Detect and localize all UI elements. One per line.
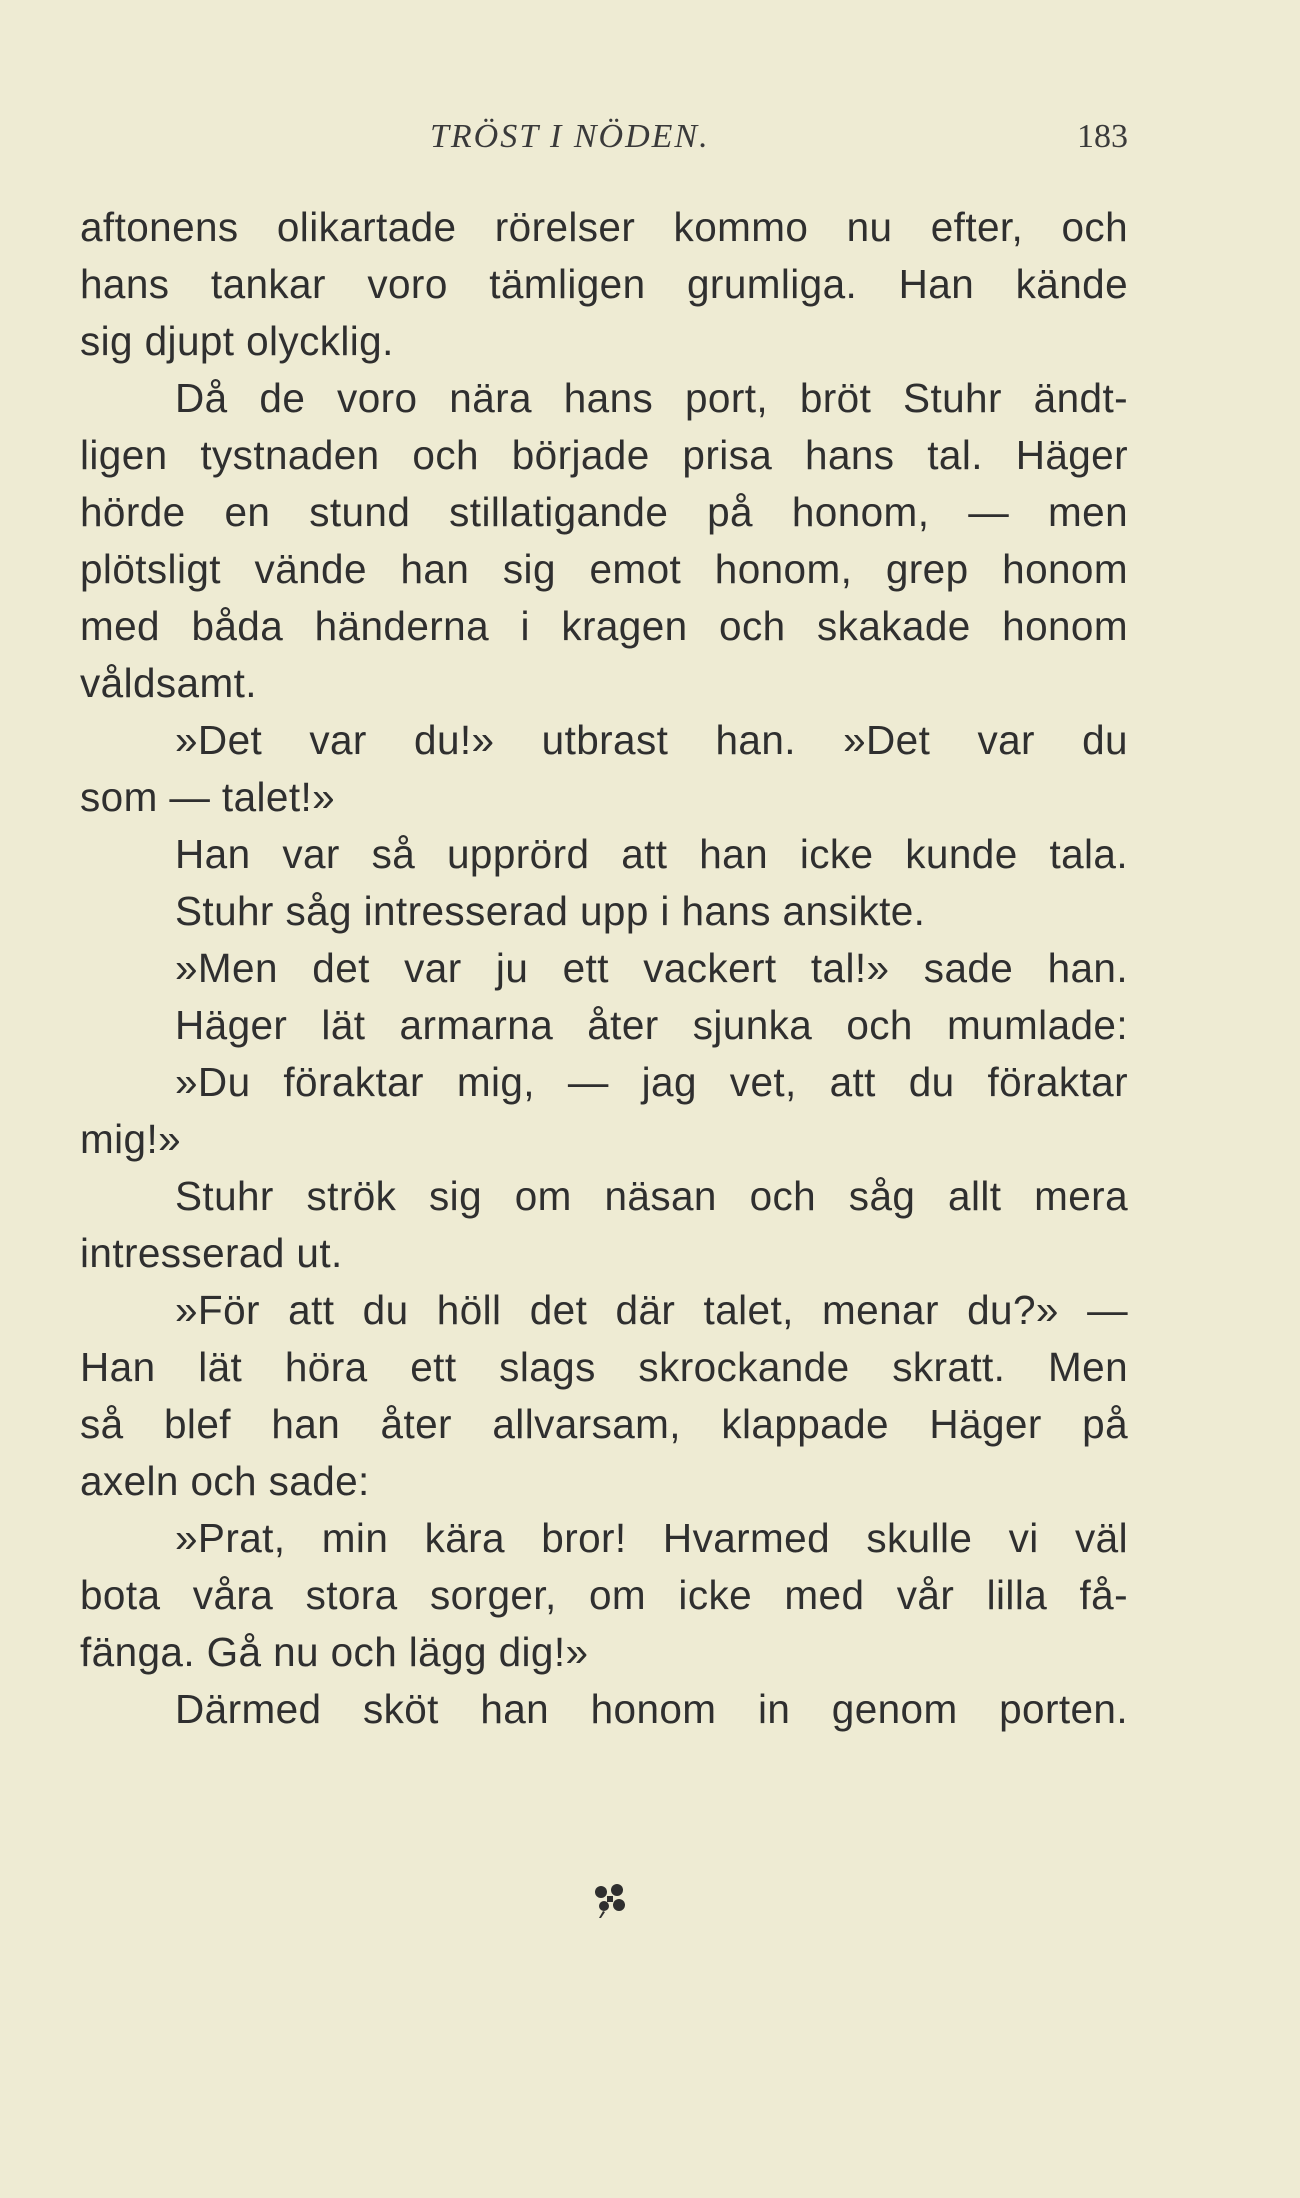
text-line: Stuhr såg intresserad upp i hans ansikte. [175, 888, 926, 934]
text-line: sig djupt olycklig. [80, 318, 394, 364]
text-line: »För att du höll det där talet, menar du?» — [175, 1287, 1128, 1333]
text-line: så blef han åter allvarsam, klappade Häger på [80, 1401, 1128, 1447]
text-line: Han var så upprörd att han icke kunde tala. [175, 831, 1128, 877]
text-line: Då de voro nära hans port, bröt Stuhr ändt- [175, 375, 1128, 421]
text-line: Han lät höra ett slags skrockande skratt. Men [80, 1344, 1128, 1390]
text-line: bota våra stora sorger, om icke med vår lilla få- [80, 1572, 1128, 1618]
running-head [80, 118, 1128, 166]
text-line: hans tankar voro tämligen grumliga. Han kände [80, 261, 1128, 307]
text-line: hörde en stund stillatigande på honom, — men [80, 489, 1128, 535]
body-text [80, 199, 1128, 1738]
text-line: som — talet!» [80, 774, 336, 820]
text-line: aftonens olikartade rörelser kommo nu efter, och [80, 204, 1128, 250]
text-line: intresserad ut. [80, 1230, 343, 1276]
text-line: axeln och sade: [80, 1458, 370, 1504]
text-line: med båda händerna i kragen och skakade honom [80, 603, 1128, 649]
text-line: ligen tystnaden och började prisa hans tal. Häger [80, 432, 1128, 478]
clover-ornament-icon [590, 1880, 630, 1920]
text-line: »Du föraktar mig, — jag vet, att du föraktar [175, 1059, 1128, 1105]
text-line: Häger lät armarna åter sjunka och mumlade: [175, 1002, 1128, 1048]
page-number: 183 [1077, 118, 1128, 155]
text-line: fänga. Gå nu och lägg dig!» [80, 1629, 589, 1675]
text-line: plötsligt vände han sig emot honom, grep honom [80, 546, 1128, 592]
text-line: våldsamt. [80, 660, 257, 706]
text-line: »Men det var ju ett vackert tal!» sade han. [175, 945, 1128, 991]
text-line: »Prat, min kära bror! Hvarmed skulle vi väl [175, 1515, 1128, 1561]
text-line: »Det var du!» utbrast han. »Det var du [175, 717, 1128, 763]
text-line: Därmed sköt han honom in genom porten. [175, 1686, 1128, 1732]
text-line: mig!» [80, 1116, 182, 1162]
text-line: Stuhr strök sig om näsan och såg allt mera [175, 1173, 1128, 1219]
running-title: TRÖST I NÖDEN. [430, 118, 710, 155]
